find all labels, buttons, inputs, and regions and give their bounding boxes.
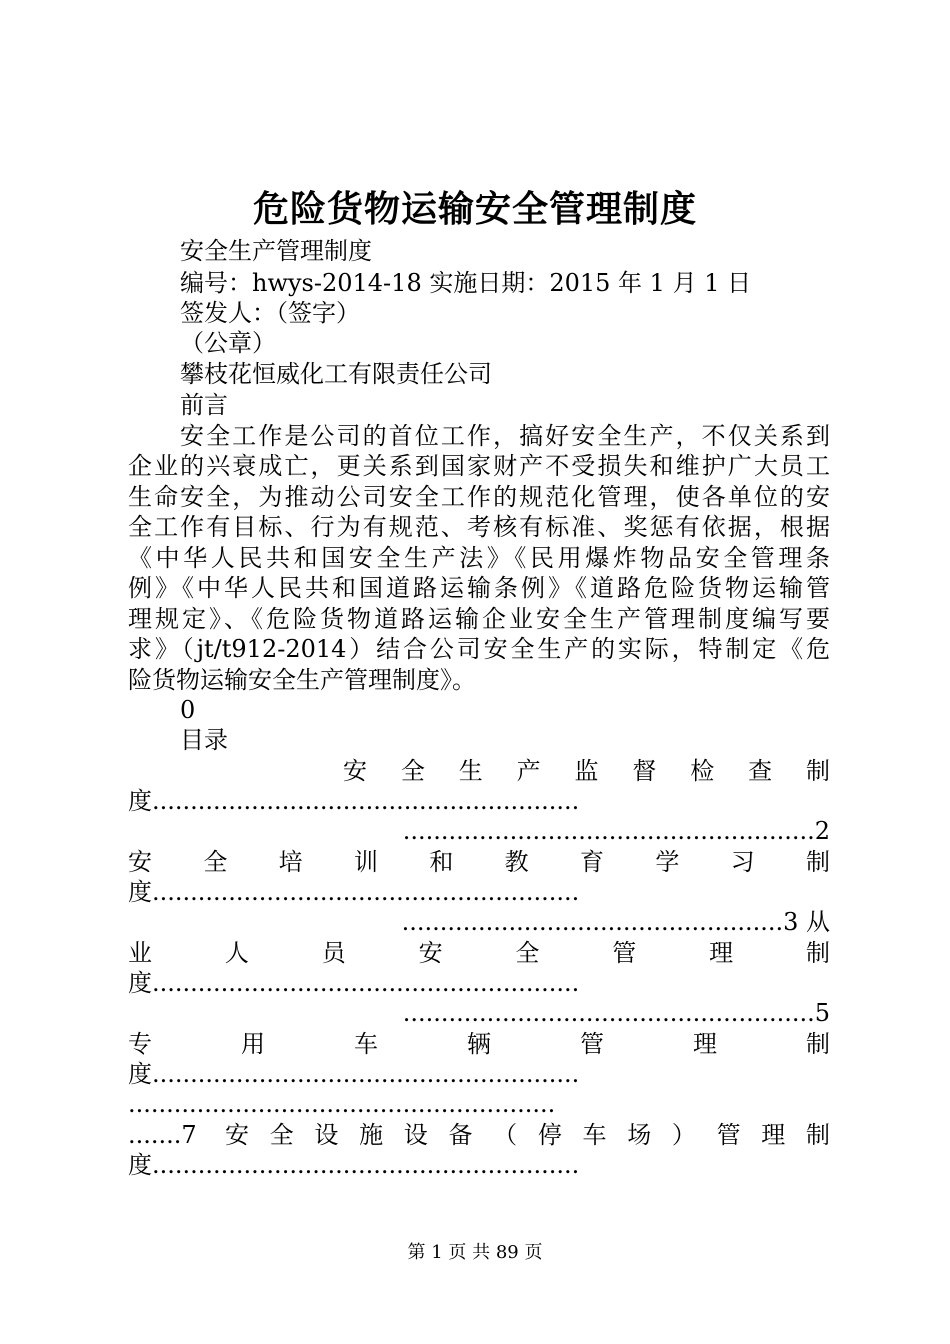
preface-line: 求》（jt/t912-2014）结合公司安全生产的实际，特制定《危 — [128, 635, 830, 663]
preface-line: 安全工作是公司的首位工作，搞好安全生产，不仅关系到 — [180, 422, 830, 450]
meta-line-seal: （公章） — [180, 329, 276, 357]
toc-dot-leader: ........................................................ — [128, 1090, 556, 1118]
page-number-zero: 0 — [180, 696, 196, 724]
meta-line-company: 攀枝花恒威化工有限责任公司 — [180, 360, 492, 388]
toc-dot-leader-page: ......................................................2 — [402, 817, 830, 845]
meta-line-category: 安全生产管理制度 — [180, 237, 372, 265]
toc-entry-title: 安全培训和教育学习制 — [128, 848, 830, 876]
preface-line: 例》《中华人民共和国道路运输条例》《道路危险货物运输管 — [128, 574, 830, 602]
toc-entry-title: 专用车辆管理制 — [128, 1030, 830, 1058]
toc-dot-leader-page: ......................................................5 — [402, 999, 830, 1027]
document-title: 危险货物运输安全管理制度 — [252, 188, 697, 230]
preface-line: 生命安全，为推动公司安全工作的规范化管理，使各单位的安 — [128, 483, 830, 511]
toc-dot-leader: 度........................................................ — [128, 878, 580, 906]
toc-dot-leader-page: ..................................................3 从 — [401, 908, 830, 936]
toc-entry-title: .......7 安全设施设备（停车场）管理制 — [128, 1121, 830, 1149]
toc-heading: 目录 — [180, 726, 228, 754]
toc-dot-leader: 度........................................................ — [128, 787, 580, 815]
meta-line-number-date: 编号：hwys-2014-18 实施日期：2015 年 1 月 1 日 — [180, 269, 752, 297]
preface-heading: 前言 — [180, 391, 228, 419]
toc-dot-leader: 度........................................................ — [128, 1151, 580, 1179]
toc-dot-leader: 度........................................................ — [128, 1060, 580, 1088]
preface-line: 企业的兴衰成亡，更关系到国家财产不受损失和维护广大员工 — [128, 452, 830, 480]
toc-dot-leader: 度........................................................ — [128, 969, 580, 997]
page-footer: 第 1 页 共 89 页 — [407, 1242, 543, 1263]
preface-line: 理规定》、《危险货物道路运输企业安全生产管理制度编写要 — [128, 605, 830, 633]
toc-entry-title: 业人员安全管理制 — [128, 939, 830, 967]
preface-line: 险货物运输安全生产管理制度》。 — [128, 666, 476, 694]
meta-line-signer: 签发人：（签字） — [180, 299, 360, 327]
toc-entry-title: 安全生产监督检查制 — [343, 757, 830, 785]
preface-line: 全工作有目标、行为有规范、考核有标准、奖惩有依据，根据 — [128, 513, 830, 541]
preface-line: 《中华人民共和国安全生产法》《民用爆炸物品安全管理条 — [128, 544, 830, 572]
